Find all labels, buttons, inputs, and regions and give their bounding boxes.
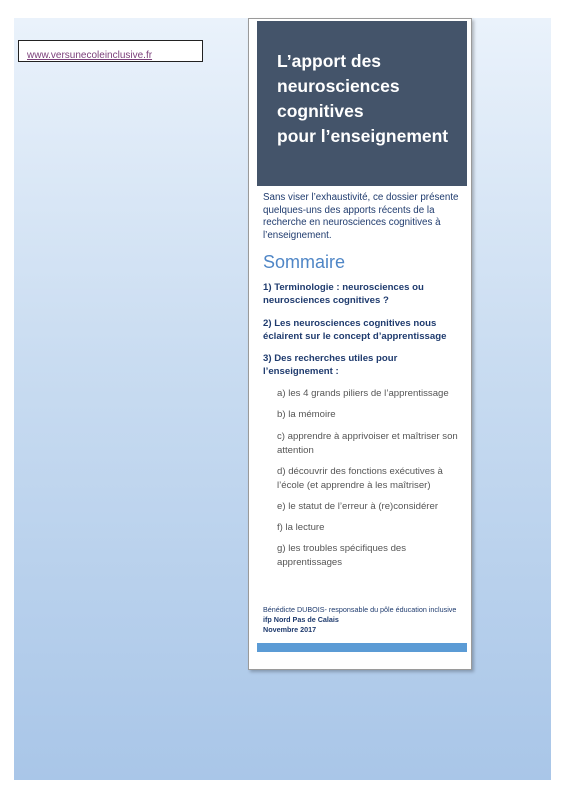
intro-paragraph: Sans viser l’exhaustivité, ce dossier présente quelques-uns des apports récents de la recherche en neurosciences cognitives à l’enseignement.: [263, 192, 459, 241]
title-block: [257, 21, 467, 186]
footer-credits: [263, 605, 463, 634]
toc-section: 1) Terminologie : neurosciences ou neurosciences cognitives ?: [263, 282, 424, 306]
date-line: Novembre 2017: [263, 624, 317, 634]
toc-section: 3) Des recherches utiles pour l’enseignement :: [263, 353, 398, 377]
toc-subsection: a) les 4 grands piliers de l’apprentissage: [277, 388, 449, 399]
website-link[interactable]: www.versunecoleinclusive.fr: [27, 50, 153, 61]
toc-subsection: c) apprendre à apprivoiser et maîtriser son attention: [277, 431, 458, 456]
toc-subsection: f) la lecture: [277, 522, 325, 533]
accent-bar: [257, 643, 467, 652]
url-textbox: [18, 40, 203, 62]
cover-panel: [248, 18, 472, 670]
sommaire-heading: Sommaire: [263, 252, 346, 272]
title-line: neurosciences: [277, 76, 400, 96]
author-line: Bénédicte DUBOIS- responsable du pôle éducation inclusive: [263, 605, 457, 614]
toc-subsection: g) les troubles spécifiques des apprentissages: [277, 543, 407, 568]
toc-subsection: e) le statut de l’erreur à (re)considérer: [277, 501, 439, 512]
toc-subsection: d) découvrir des fonctions exécutives à l’école (et apprendre à les maîtriser): [277, 466, 443, 491]
org-line: ifp Nord Pas de Calais: [263, 614, 339, 624]
document-title: [277, 49, 457, 149]
title-line: L’apport des: [277, 51, 382, 71]
title-line: cognitives: [277, 101, 364, 121]
title-line: pour l’enseignement: [277, 126, 449, 146]
toc-section: 2) Les neurosciences cognitives nous éclairent sur le concept d’apprentissage: [263, 318, 447, 342]
toc-subsection: b) la mémoire: [277, 409, 336, 420]
